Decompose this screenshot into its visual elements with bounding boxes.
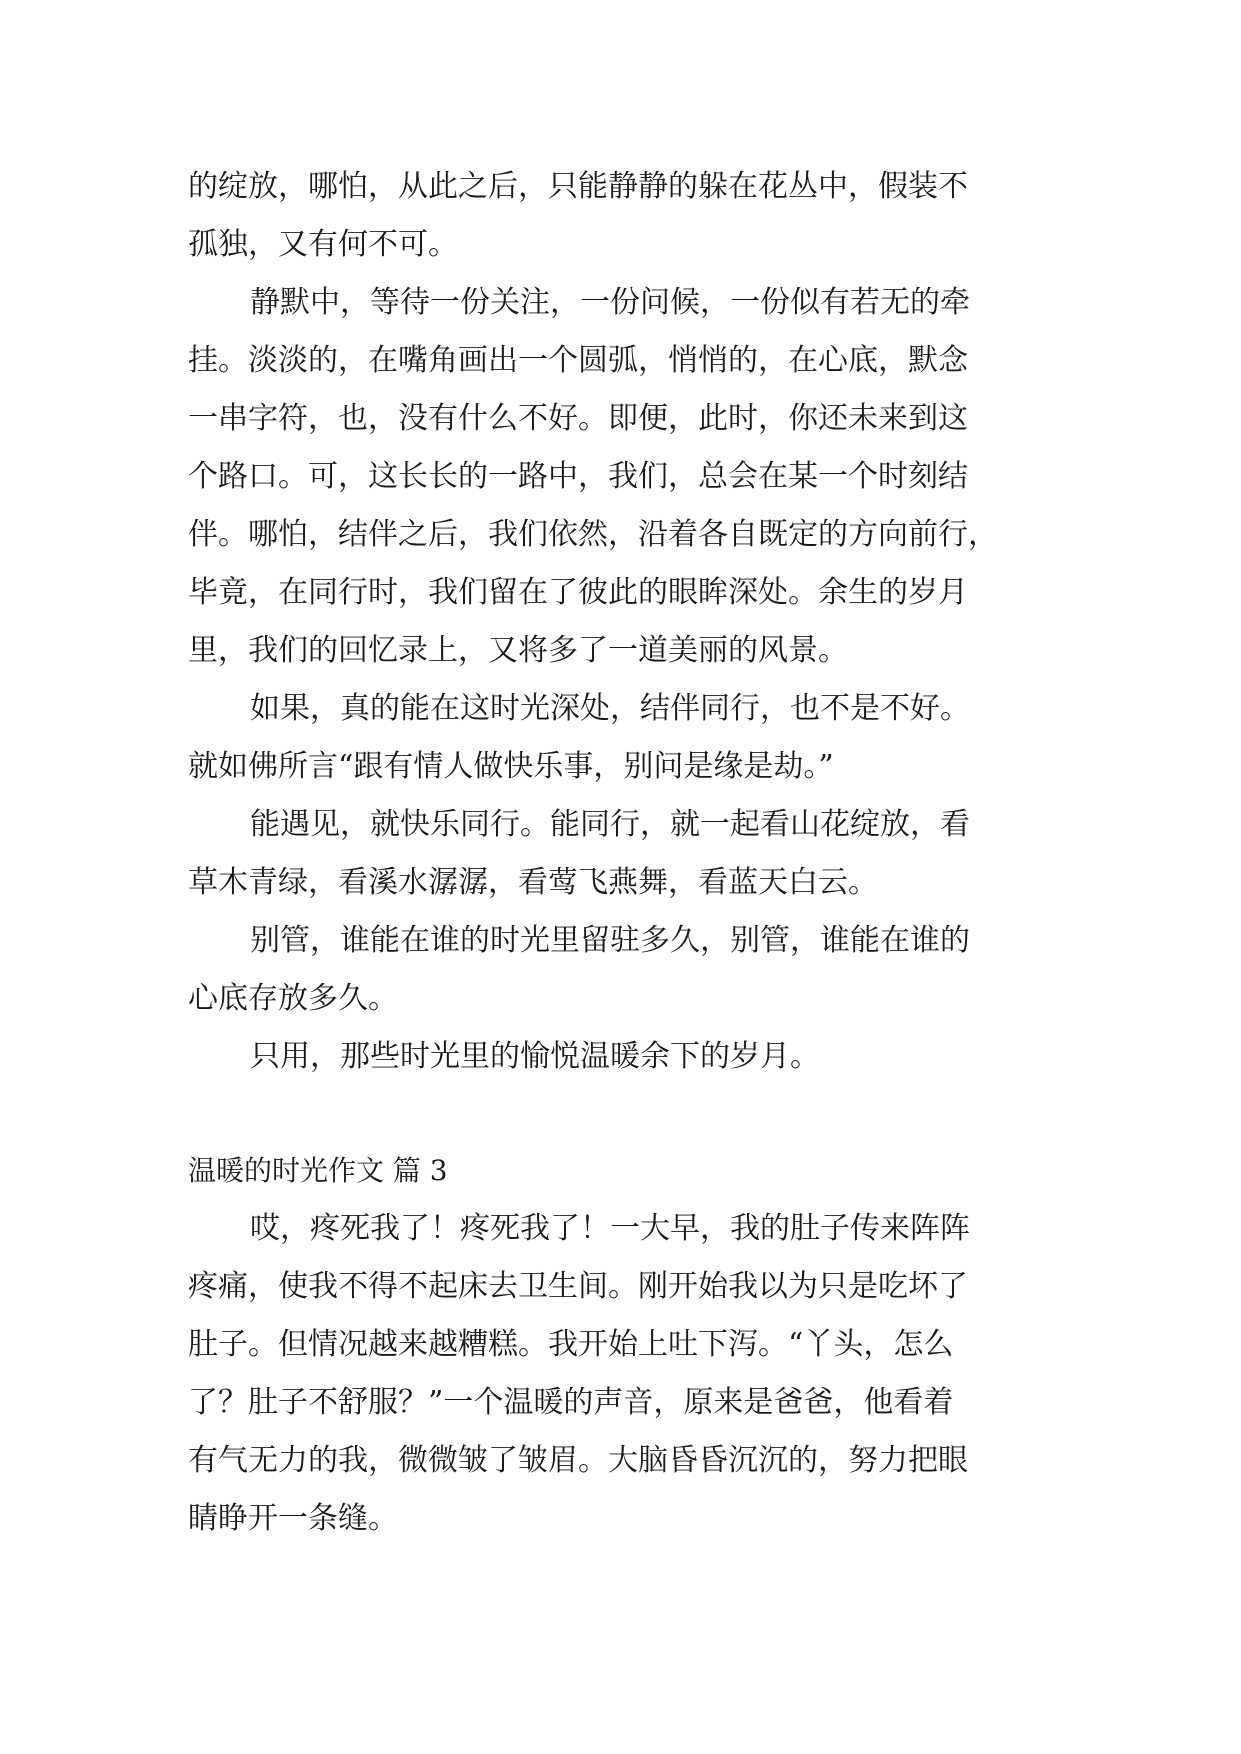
paragraph bbox=[188, 680, 1056, 796]
text-line: 孤独，又有何不可。 bbox=[188, 227, 458, 262]
paragraph bbox=[188, 274, 1056, 680]
paragraph bbox=[188, 1200, 1056, 1548]
text-line: 就如佛所言“跟有情人做快乐事，别问是缘是劫。” bbox=[188, 749, 834, 784]
text-line: 毕竟，在同行时，我们留在了彼此的眼眸深处。余生的岁月 bbox=[188, 575, 968, 610]
text-line: 草木青绿，看溪水潺潺，看莺飞燕舞，看蓝天白云。 bbox=[188, 865, 878, 900]
paragraph bbox=[188, 1028, 1056, 1086]
text-line: 静默中，等待一份关注，一份问候，一份似有若无的牵 bbox=[250, 285, 970, 320]
section-heading: 温暖的时光作文 篇 3 bbox=[188, 1154, 448, 1187]
document-body bbox=[188, 158, 1056, 1548]
text-line: 挂。淡淡的，在嘴角画出一个圆弧，悄悄的，在心底，默念 bbox=[188, 343, 968, 378]
text-line: 心底存放多久。 bbox=[188, 981, 398, 1016]
text-line: 的绽放，哪怕，从此之后，只能静静的躲在花丛中，假装不 bbox=[188, 169, 968, 204]
text-line: 只用，那些时光里的愉悦温暖余下的岁月。 bbox=[250, 1039, 820, 1074]
paragraph bbox=[188, 158, 1056, 274]
text-line: 个路口。可，这长长的一路中，我们，总会在某一个时刻结 bbox=[188, 459, 968, 494]
text-line: 别管，谁能在谁的时光里留驻多久，别管，谁能在谁的 bbox=[250, 923, 970, 958]
text-line: 能遇见，就快乐同行。能同行，就一起看山花绽放，看 bbox=[250, 807, 970, 842]
text-line: 里，我们的回忆录上，又将多了一道美丽的风景。 bbox=[188, 633, 848, 668]
text-line: 如果，真的能在这时光深处，结伴同行，也不是不好。 bbox=[250, 691, 970, 726]
paragraph bbox=[188, 912, 1056, 1028]
text-line: 睛睁开一条缝。 bbox=[188, 1501, 398, 1536]
section-spacer bbox=[188, 1086, 1056, 1142]
text-line: 哎，疼死我了！疼死我了！一大早，我的肚子传来阵阵 bbox=[250, 1211, 970, 1246]
text-line: 了？肚子不舒服？”一个温暖的声音，原来是爸爸，他看着 bbox=[188, 1385, 954, 1420]
text-line: 有气无力的我，微微皱了皱眉。大脑昏昏沉沉的，努力把眼 bbox=[188, 1443, 968, 1478]
text-line: 一串字符，也，没有什么不好。即便，此时，你还未来到这 bbox=[188, 401, 968, 436]
paragraph bbox=[188, 796, 1056, 912]
text-line: 伴。哪怕，结伴之后，我们依然，沿着各自既定的方向前行， bbox=[188, 517, 998, 552]
text-line: 疼痛，使我不得不起床去卫生间。刚开始我以为只是吃坏了 bbox=[188, 1269, 968, 1304]
text-line: 肚子。但情况越来越糟糕。我开始上吐下泻。“丫头，怎么 bbox=[188, 1327, 954, 1362]
